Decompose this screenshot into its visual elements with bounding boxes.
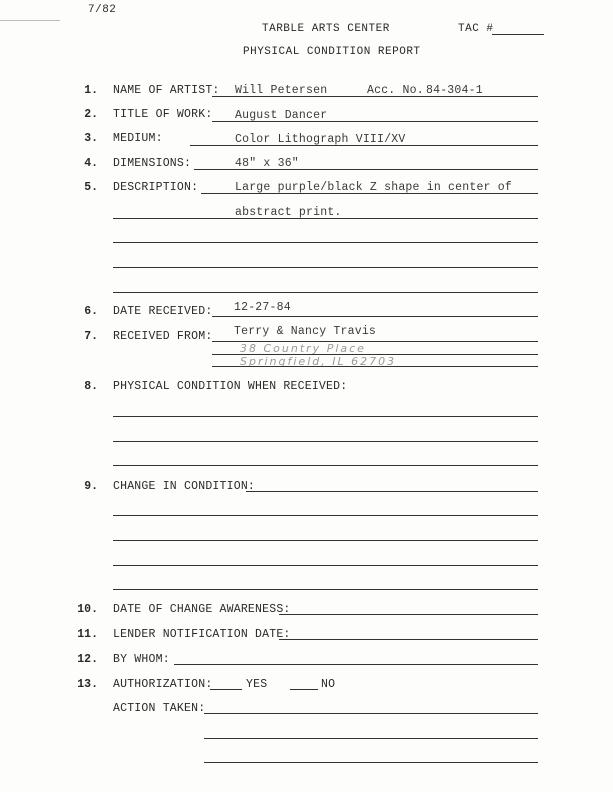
description-field[interactable] [113,292,538,293]
title-label: TITLE OF WORK: [113,108,213,121]
authorization-label: AUTHORIZATION: [113,678,213,691]
description-value-line1: Large purple/black Z shape in center of [235,181,512,194]
change-field[interactable] [246,491,538,492]
item-number: 5. [84,181,98,194]
item-number: 10. [77,603,98,616]
authorization-no-label: NO [321,678,336,691]
received-from-field[interactable] [212,366,538,367]
dimensions-field[interactable] [194,169,538,170]
item-number: 11. [77,628,98,641]
change-field[interactable] [113,540,538,541]
date-received-value: 12-27-84 [234,301,291,314]
medium-field[interactable] [190,145,538,146]
item-number: 6. [84,305,98,318]
item-number: 13. [77,678,98,691]
by-whom-label: BY WHOM: [113,653,170,666]
item-number: 7. [84,330,98,343]
description-field[interactable] [113,267,538,268]
condition-received-field[interactable] [113,465,538,466]
action-taken-field[interactable] [204,738,538,739]
by-whom-field[interactable] [174,664,538,665]
handwritten-address-line1: 38 Country Place [240,342,366,355]
item-number: 12. [77,653,98,666]
condition-received-field[interactable] [113,416,538,417]
date-received-label: DATE RECEIVED: [113,305,213,318]
form-revision-date: 7/82 [88,4,117,16]
received-from-value: Terry & Nancy Travis [234,325,377,338]
action-taken-label: ACTION TAKEN: [113,702,206,715]
change-label: CHANGE IN CONDITION: [113,480,256,493]
artist-label: NAME OF ARTIST: [113,84,220,97]
artist-value: Will Petersen [235,84,328,97]
condition-received-label: PHYSICAL CONDITION WHEN RECEIVED: [113,380,348,393]
dimensions-value: 48" x 36" [235,157,299,170]
change-field[interactable] [113,515,538,516]
authorization-yes-label: YES [246,678,268,691]
description-label: DESCRIPTION: [113,181,199,194]
change-field[interactable] [113,565,538,566]
authorization-yes-field[interactable] [210,689,242,690]
item-number: 9. [84,480,98,493]
item-number: 2. [84,108,98,121]
item-number: 4. [84,157,98,170]
tac-label: TAC # [458,23,494,35]
acc-no-value: 84-304-1 [426,84,483,97]
edge-mark [0,20,60,21]
received-from-label: RECEIVED FROM: [113,330,213,343]
tac-number-field[interactable] [492,34,544,35]
medium-label: MEDIUM: [113,132,163,145]
lender-notification-label: LENDER NOTIFICATION DATE: [113,628,291,641]
handwritten-address-line2: Springfield, IL 62703 [240,355,397,368]
description-field[interactable] [113,218,538,219]
action-taken-field[interactable] [204,762,538,763]
title-value: August Dancer [235,109,328,122]
org-name: TARBLE ARTS CENTER [262,23,390,35]
condition-received-field[interactable] [113,441,538,442]
lender-notification-field[interactable] [279,639,538,640]
artist-field[interactable] [212,96,538,97]
page-title: PHYSICAL CONDITION REPORT [243,46,421,58]
acc-no-label: Acc. No. [367,84,424,97]
description-value-line2: abstract print. [235,206,342,219]
date-received-field[interactable] [212,316,538,317]
description-field[interactable] [201,193,538,194]
item-number: 1. [84,84,98,97]
dimensions-label: DIMENSIONS: [113,157,192,170]
item-number: 8. [84,380,98,393]
action-taken-field[interactable] [204,713,538,714]
authorization-no-field[interactable] [290,689,318,690]
change-field[interactable] [113,589,538,590]
item-number: 3. [84,132,98,145]
change-awareness-label: DATE OF CHANGE AWARENESS: [113,603,291,616]
title-field[interactable] [212,121,538,122]
medium-value: Color Lithograph VIII/XV [235,133,406,146]
description-field[interactable] [113,242,538,243]
change-awareness-field[interactable] [279,614,538,615]
